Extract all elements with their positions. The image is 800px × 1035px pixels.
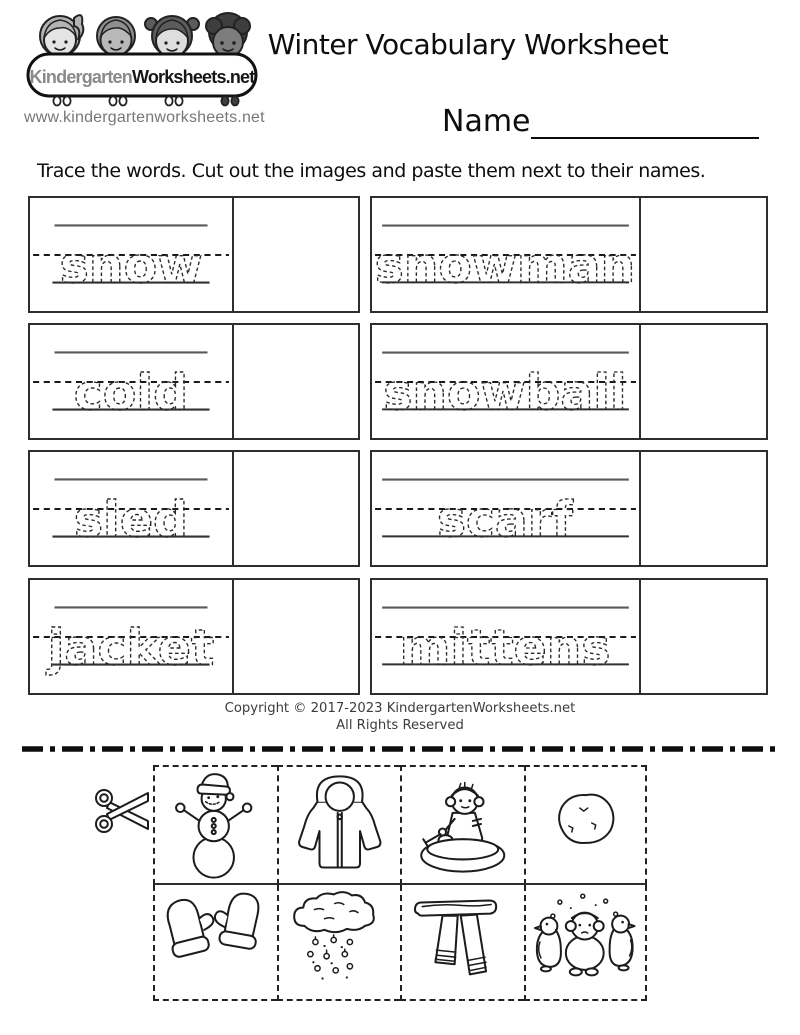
cold-image <box>526 885 646 999</box>
trace-box-sled <box>28 450 360 567</box>
paste-box <box>639 198 766 311</box>
snowman-image <box>155 767 277 883</box>
trace-word-area <box>372 580 639 693</box>
name-label: Name <box>442 104 531 139</box>
sled-image <box>402 767 524 883</box>
trace-box-jacket <box>28 578 360 695</box>
paste-box <box>639 580 766 693</box>
trace-box-scarf <box>370 450 768 567</box>
cut-cell-snowball <box>524 765 648 885</box>
mittens-image <box>155 885 277 999</box>
trace-word-text: cold <box>73 364 189 422</box>
cut-out-image-grid <box>153 765 647 1001</box>
name-blank-line <box>531 103 759 139</box>
kid-ponytail-girl <box>40 15 83 56</box>
trace-word-area <box>372 198 639 311</box>
cut-cell-cold <box>524 885 648 1001</box>
name-row <box>442 103 759 139</box>
cut-cell-snowman <box>153 765 277 885</box>
logo-text-black: Worksheets.net <box>131 67 255 87</box>
cut-cell-jacket <box>277 765 401 885</box>
trace-box-mittens <box>370 578 768 695</box>
cut-here-line <box>22 744 778 754</box>
trace-word-area <box>372 325 639 438</box>
page-title: Winter Vocabulary Worksheet <box>267 28 669 61</box>
trace-box-snowman <box>370 196 768 313</box>
kid-boy <box>97 17 135 56</box>
scarf-image <box>402 885 524 999</box>
kindergartenworksheets-logo <box>22 2 262 108</box>
jacket-image <box>279 767 401 883</box>
trace-word-area <box>372 452 639 565</box>
trace-word-text: jacket <box>47 619 215 677</box>
cut-cell-scarf <box>400 885 524 1001</box>
cut-cell-snow <box>277 885 401 1001</box>
logo-feet <box>53 97 238 106</box>
paste-box <box>232 325 358 438</box>
instruction-text: Trace the words. Cut out the images and paste them next to their names. <box>37 160 706 182</box>
paste-box <box>639 325 766 438</box>
cut-cell-sled <box>400 765 524 885</box>
kid-pigtail-girl <box>145 16 199 57</box>
trace-word-area <box>30 580 232 693</box>
paste-box <box>639 452 766 565</box>
trace-word-area <box>30 452 232 565</box>
trace-box-cold <box>28 323 360 440</box>
trace-box-snowball <box>370 323 768 440</box>
paste-box <box>232 580 358 693</box>
cut-cell-mittens <box>153 885 277 1001</box>
paste-box <box>232 452 358 565</box>
trace-word-text: snow <box>59 237 203 295</box>
trace-word-text: snowman <box>374 238 636 295</box>
copyright-line: Copyright © 2017-2023 KindergartenWorksheets.net <box>224 701 576 716</box>
trace-box-snow <box>28 196 360 313</box>
trace-word-text: mittens <box>399 620 611 677</box>
scissors-icon <box>93 783 153 839</box>
trace-word-area <box>30 325 232 438</box>
copyright-block <box>0 701 800 734</box>
logo-text-gray: Kindergarten <box>29 67 132 87</box>
trace-word-text: sled <box>73 491 189 549</box>
snow-image <box>279 885 401 999</box>
logo-sign-text <box>30 67 256 87</box>
trace-word-text: snowball <box>383 365 627 422</box>
trace-word-area <box>30 198 232 311</box>
kid-curly-boy <box>206 13 250 57</box>
rights-line: All Rights Reserved <box>336 717 464 733</box>
trace-word-text: scarf <box>437 492 573 549</box>
paste-box <box>232 198 358 311</box>
website-url: www.kindergartenworksheets.net <box>24 109 265 126</box>
snowball-image <box>526 767 646 883</box>
